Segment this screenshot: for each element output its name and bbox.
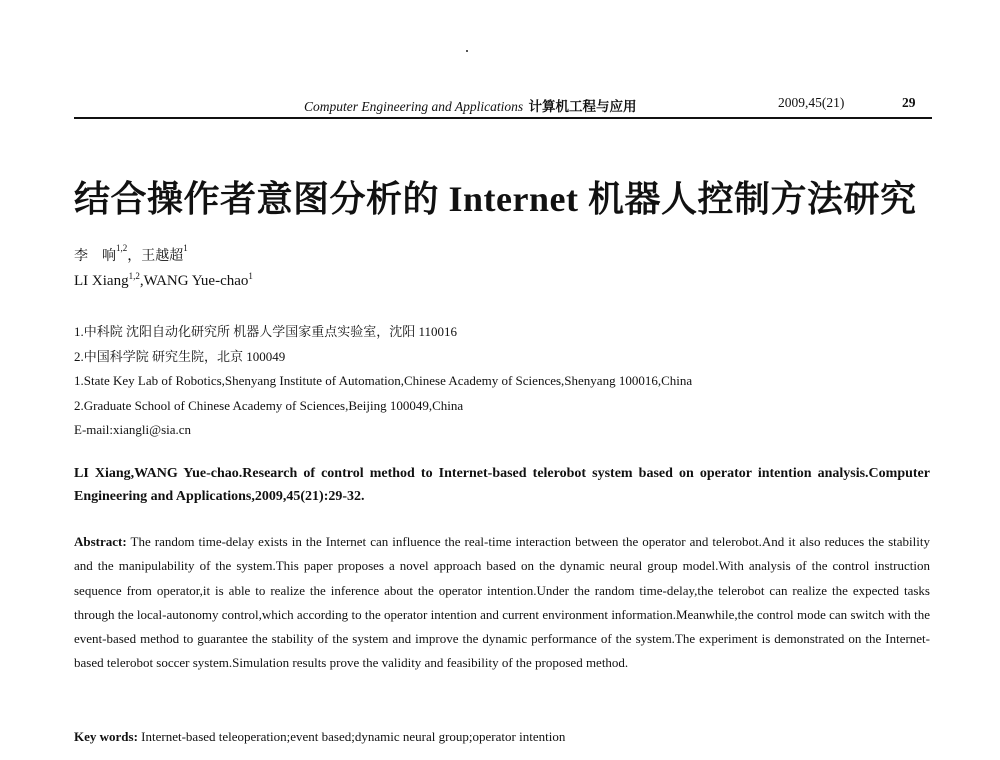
author-2-affiliation-mark: 1 — [248, 271, 253, 281]
abstract — [74, 530, 930, 676]
abstract-label: Abstract: — [74, 534, 127, 549]
scan-dot-mark — [466, 50, 468, 52]
author-separator: ， — [127, 249, 142, 264]
contact-email: E-mail:xiangli@sia.cn — [74, 422, 192, 437]
issue-info: 2009,45(21) — [778, 95, 845, 110]
author-1-english: LI Xiang — [74, 273, 129, 289]
header-rule — [74, 117, 932, 119]
citation: LI Xiang,WANG Yue-chao.Research of control method to Internet-based telerobot system based on operator intention analysis.Computer Engineering and Applications,2009,45(21):29-32. — [74, 466, 930, 504]
journal-name-chinese: 计算机工程与应用 — [528, 99, 637, 114]
journal-name-english: Computer Engineering and Applications — [304, 99, 524, 114]
author-2-english: WANG Yue-chao — [143, 273, 249, 289]
affiliation-line: 1.State Key Lab of Robotics,Shenyang Institute of Automation,Chinese Academy of Sciences,Shenyang 100016,China — [74, 373, 693, 388]
author-1-chinese: 李 响 — [74, 249, 116, 264]
keywords-text: Internet-based teleoperation;event based;dynamic neural group;operator intention — [141, 729, 566, 744]
page-number: 29 — [902, 95, 916, 110]
author-2-affiliation-mark: 1 — [183, 243, 188, 253]
author-2-chinese: 王越超 — [141, 249, 184, 264]
affiliation-line: 1.中科院 沈阳自动化研究所 机器人学国家重点实验室，沈阳 110016 — [74, 324, 458, 339]
journal-name — [304, 95, 637, 115]
authors-chinese — [74, 245, 188, 265]
running-header — [74, 92, 930, 116]
affiliations — [74, 320, 692, 443]
authors-english — [74, 273, 253, 290]
affiliation-line: 2.Graduate School of Chinese Academy of Sciences,Beijing 100049,China — [74, 397, 464, 413]
keywords-label: Key words: — [74, 729, 138, 744]
keywords — [74, 729, 565, 745]
author-separator: , — [139, 273, 144, 289]
paper-title: 结合操作者意图分析的 Internet 机器人控制方法研究 — [74, 179, 917, 219]
author-1-affiliation-mark: 1,2 — [128, 271, 140, 281]
abstract-text: The random time-delay exists in the Internet can influence the real-time interaction between the operator and telerobot.And it also reduces the stability and the manipulability of the system.This paper proposes a novel approach based on the dynamic neural group model.With analysis of the control instruction sequence from operator,it is able to realize the inference about the operator intention.Under the random time-delay,the telerobot can realize the expected tasks through the local-autonomy control,which according to the operator intention and current environment information.Meanwhile,the control mode can switch with the event-based method to guarantee the stability of the system and improve the dynamic performance of the system.The experiment is demonstrated on the Internet-based telerobot soccer system.Simulation results prove the validity and feasibility of the proposed method. — [74, 534, 931, 671]
affiliation-line: 2.中国科学院 研究生院，北京 100049 — [74, 348, 286, 364]
author-1-affiliation-mark: 1,2 — [116, 243, 128, 253]
